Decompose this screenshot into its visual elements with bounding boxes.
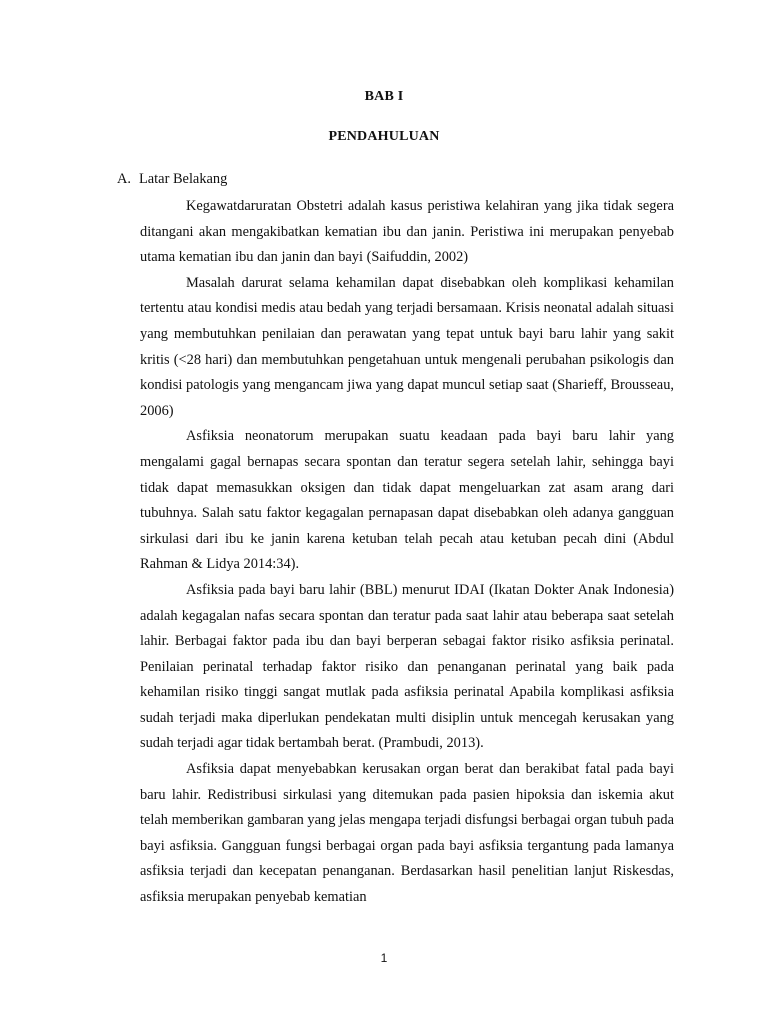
paragraph: Asfiksia neonatorum merupakan suatu keadaan pada bayi baru lahir yang mengalami gagal bernapas secara spontan dan teratur segera setelah lahir, sehingga bayi tidak dapat memasukkan oksigen dan tidak dapat mengeluarkan zat asam arang dari tubuhnya. Salah satu faktor kegagalan pernapasan dapat disebabkan oleh adanya gangguan sirkulasi dari ibu ke janin karena ketuban telah pecah atau ketuban pecah dini (Abdul Rahman & Lidya 2014:34). [140, 428, 674, 573]
chapter-heading: BAB I [364, 89, 404, 104]
section-title: Latar Belakang [139, 171, 228, 187]
body-text [140, 194, 674, 911]
section-heading [117, 171, 227, 188]
paragraph: Asfiksia dapat menyebabkan kerusakan organ berat dan berakibat fatal pada bayi baru lahir. Redistribusi sirkulasi yang ditemukan pada pasien hipoksia dan iskemia akut telah memberikan gambaran yang jelas mengapa terjadi disfungsi berbagai organ tubuh pada bayi asfiksia. Gangguan fungsi berbagai organ pada bayi asfiksia tergantung pada lamanya asfiksia terjadi dan kecepatan penanganan. Berdasarkan hasil penelitian lanjut Riskesdas, asfiksia merupakan penyebab kematian [140, 761, 674, 906]
page-number: 1 [380, 951, 388, 965]
chapter-title: PENDAHULUAN [328, 129, 440, 144]
paragraph: Asfiksia pada bayi baru lahir (BBL) menurut IDAI (Ikatan Dokter Anak Indonesia) adalah kegagalan nafas secara spontan dan teratur pada saat lahir atau beberapa saat setelah lahir. Berbagai faktor pada ibu dan bayi berperan sebagai faktor risiko asfiksia perinatal. Penilaian perinatal terhadap faktor risiko dan penanganan perinatal yang baik pada kehamilan risiko tinggi sangat mutlak pada asfiksia perinatal Apabila komplikasi asfiksia sudah terjadi maka diperlukan pendekatan multi disiplin untuk mencegah kerusakan yang sudah terjadi agar tidak bertambah berat. (Prambudi, 2013). [140, 581, 674, 752]
paragraph: Kegawatdaruratan Obstetri adalah kasus peristiwa kelahiran yang jika tidak segera ditangani akan mengakibatkan kematian ibu dan janin. Peristiwa ini merupakan penyebab utama kematian ibu dan janin dan bayi (Saifuddin, 2002) [140, 198, 674, 266]
section-number: A. [117, 171, 131, 187]
paragraph: Masalah darurat selama kehamilan dapat disebabkan oleh komplikasi kehamilan tertentu atau kondisi medis atau bedah yang terjadi bersamaan. Krisis neonatal adalah situasi yang membutuhkan penilaian dan perawatan yang tepat untuk bayi baru lahir yang sakit kritis (<28 hari) dan membutuhkan pengetahuan untuk mengenali perubahan psikologis dan kondisi patologis yang mengancam jiwa yang dapat muncul setiap saat (Sharieff, Brousseau, 2006) [140, 274, 674, 419]
